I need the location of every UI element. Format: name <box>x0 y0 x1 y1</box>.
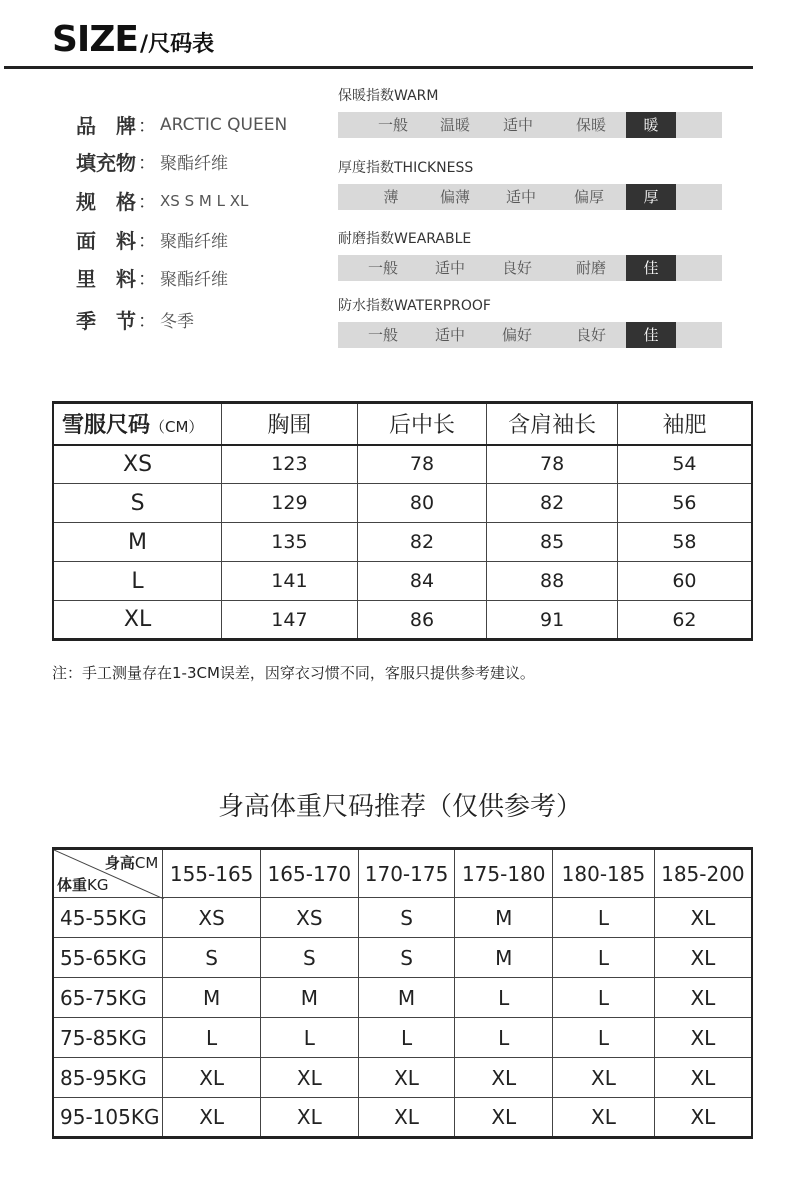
corner-height <box>105 852 158 873</box>
corner-height-label: 身高 <box>104 854 135 872</box>
table-cell: XL <box>654 1058 752 1098</box>
height-header: 165-170 <box>260 849 358 898</box>
table-cell: M <box>358 978 455 1018</box>
table-cell: 123 <box>222 445 358 484</box>
index-title: 厚度指数THICKNESS <box>338 160 474 176</box>
index-level: 偏好 <box>501 326 532 344</box>
table-cell: M <box>455 938 553 978</box>
height-header: 185-200 <box>654 849 752 898</box>
table-cell: S <box>260 938 358 978</box>
table-cell: L <box>455 978 553 1018</box>
corner-unit: （CM） <box>150 418 204 437</box>
table-cell: 80 <box>357 484 487 523</box>
table-cell: 135 <box>222 523 358 562</box>
table-cell: 85 <box>487 523 618 562</box>
index-level: 适中 <box>434 259 465 277</box>
table-cell: XL <box>260 1098 358 1138</box>
height-header: 180-185 <box>553 849 655 898</box>
spec-season <box>76 305 194 334</box>
index-bar <box>338 255 722 281</box>
index-level: 偏薄 <box>439 188 470 206</box>
table-cell: 54 <box>617 445 752 484</box>
spec-brand <box>76 110 287 139</box>
table-cell: XL <box>654 898 752 938</box>
index-title: 耐磨指数WEARABLE <box>338 231 472 247</box>
table-cell: 56 <box>617 484 752 523</box>
spec-key: 面 料 <box>76 229 136 253</box>
column-header: 袖肥 <box>617 403 752 445</box>
measurement-note: 注：手工测量存在1-3CM误差，因穿衣习惯不同，客服只提供参考建议。 <box>52 664 535 682</box>
index-level: 温暖 <box>439 116 470 134</box>
spec-key: 填充物 <box>76 151 136 175</box>
table-row <box>53 1018 752 1058</box>
table-cell: XL <box>455 1098 553 1138</box>
table-cell: L <box>553 978 655 1018</box>
recommend-title: 身高体重尺码推荐（仅供参考） <box>217 792 582 822</box>
index-bar <box>338 112 722 138</box>
corner-weight <box>57 874 108 895</box>
table-cell: 91 <box>487 601 618 640</box>
title-cn: /尺码表 <box>140 32 215 57</box>
size-table-corner <box>53 403 222 445</box>
table-cell: XL <box>654 1018 752 1058</box>
corner-weight-unit: KG <box>87 876 109 894</box>
table-cell: L <box>455 1018 553 1058</box>
recommend-table <box>52 847 753 1139</box>
spec-fabric <box>76 225 228 254</box>
height-header: 175-180 <box>455 849 553 898</box>
index-title: 保暖指数WARM <box>338 88 439 104</box>
table-cell: XL <box>553 1098 655 1138</box>
spec-value: 聚酯纤维 <box>160 270 228 290</box>
table-cell: 82 <box>487 484 618 523</box>
column-header: 含肩袖长 <box>487 403 618 445</box>
size-label: S <box>53 484 222 523</box>
spec-colon: ： <box>138 268 156 290</box>
weight-label: 75-85KG <box>53 1018 163 1058</box>
table-cell: 78 <box>487 445 618 484</box>
spec-filling <box>76 147 228 176</box>
table-cell: 147 <box>222 601 358 640</box>
table-cell: XL <box>260 1058 358 1098</box>
table-cell: L <box>553 1018 655 1058</box>
table-cell: XS <box>260 898 358 938</box>
table-cell: XL <box>358 1058 455 1098</box>
spec-key: 季 节 <box>76 309 136 333</box>
index-thickness <box>338 158 722 210</box>
index-bar <box>338 184 722 210</box>
corner-label: 雪服尺码 <box>62 413 151 439</box>
index-level: 耐磨 <box>575 259 606 277</box>
table-cell: 58 <box>617 523 752 562</box>
table-cell: 82 <box>357 523 487 562</box>
header-divider <box>4 66 753 69</box>
table-cell: S <box>358 938 455 978</box>
size-label: XL <box>53 601 222 640</box>
spec-value: 冬季 <box>160 312 194 332</box>
index-level: 适中 <box>502 116 533 134</box>
index-level: 一般 <box>377 116 408 134</box>
table-row <box>53 562 752 601</box>
weight-label: 85-95KG <box>53 1058 163 1098</box>
table-row <box>53 445 752 484</box>
spec-key: 品 牌 <box>76 114 136 138</box>
table-cell: 78 <box>357 445 487 484</box>
size-table-header <box>53 403 752 445</box>
table-row <box>53 938 752 978</box>
table-cell: L <box>260 1018 358 1058</box>
spec-colon: ： <box>138 230 156 252</box>
table-cell: XL <box>654 938 752 978</box>
size-label: L <box>53 562 222 601</box>
table-cell: L <box>163 1018 261 1058</box>
table-cell: XL <box>553 1058 655 1098</box>
table-row <box>53 898 752 938</box>
spec-value: ARCTIC QUEEN <box>160 114 288 135</box>
index-level: 适中 <box>505 188 536 206</box>
corner-weight-label: 体重 <box>57 876 88 894</box>
spec-value: 聚酯纤维 <box>160 232 228 252</box>
height-header: 155-165 <box>163 849 261 898</box>
table-cell: XL <box>163 1098 261 1138</box>
table-row <box>53 523 752 562</box>
spec-colon: ： <box>138 115 156 137</box>
index-warm <box>338 86 722 138</box>
index-level-active: 暖 <box>626 112 676 138</box>
spec-colon: ： <box>138 310 156 332</box>
index-title: 防水指数WATERPROOF <box>338 298 491 314</box>
table-cell: 62 <box>617 601 752 640</box>
table-cell: XL <box>455 1058 553 1098</box>
index-level: 良好 <box>501 259 532 277</box>
index-waterproof <box>338 296 722 348</box>
table-cell: XL <box>654 978 752 1018</box>
title-en: SIZE <box>52 19 139 60</box>
table-cell: S <box>163 938 261 978</box>
size-table <box>52 401 753 641</box>
table-row <box>53 601 752 640</box>
page-header <box>52 20 214 60</box>
table-cell: 129 <box>222 484 358 523</box>
table-row <box>53 1098 752 1138</box>
table-cell: 141 <box>222 562 358 601</box>
size-label: M <box>53 523 222 562</box>
weight-label: 45-55KG <box>53 898 163 938</box>
index-level: 偏厚 <box>573 188 604 206</box>
table-cell: L <box>553 938 655 978</box>
recommend-corner <box>53 849 163 898</box>
spec-lining <box>76 263 228 292</box>
weight-label: 95-105KG <box>53 1098 163 1138</box>
index-level-active: 厚 <box>626 184 676 210</box>
weight-label: 65-75KG <box>53 978 163 1018</box>
spec-sizes <box>76 186 248 215</box>
index-level-active: 佳 <box>626 255 676 281</box>
weight-label: 55-65KG <box>53 938 163 978</box>
column-header: 胸围 <box>222 403 358 445</box>
table-cell: XS <box>163 898 261 938</box>
table-cell: 88 <box>487 562 618 601</box>
recommend-table-header <box>53 849 752 898</box>
spec-value: 聚酯纤维 <box>160 154 228 174</box>
column-header: 后中长 <box>357 403 487 445</box>
index-level: 适中 <box>434 326 465 344</box>
table-cell: M <box>163 978 261 1018</box>
spec-key: 规 格 <box>76 190 136 214</box>
table-row <box>53 978 752 1018</box>
table-row <box>53 1058 752 1098</box>
table-cell: S <box>358 898 455 938</box>
index-level: 薄 <box>383 188 399 206</box>
spec-colon: ： <box>138 191 156 213</box>
index-bar <box>338 322 722 348</box>
table-row <box>53 484 752 523</box>
index-level: 一般 <box>367 259 398 277</box>
index-level: 一般 <box>367 326 398 344</box>
height-header: 170-175 <box>358 849 455 898</box>
spec-key: 里 料 <box>76 267 136 291</box>
table-cell: M <box>260 978 358 1018</box>
index-level: 良好 <box>575 326 606 344</box>
table-cell: 60 <box>617 562 752 601</box>
table-cell: M <box>455 898 553 938</box>
corner-height-unit: CM <box>134 854 159 872</box>
table-cell: L <box>358 1018 455 1058</box>
table-cell: 84 <box>357 562 487 601</box>
index-wearable <box>338 229 722 281</box>
table-cell: L <box>553 898 655 938</box>
index-level: 保暖 <box>575 116 606 134</box>
table-cell: XL <box>163 1058 261 1098</box>
table-cell: XL <box>358 1098 455 1138</box>
spec-colon: ： <box>138 152 156 174</box>
table-cell: 86 <box>357 601 487 640</box>
table-cell: XL <box>654 1098 752 1138</box>
spec-value: XS S M L XL <box>160 191 249 210</box>
size-label: XS <box>53 445 222 484</box>
index-level-active: 佳 <box>626 322 676 348</box>
